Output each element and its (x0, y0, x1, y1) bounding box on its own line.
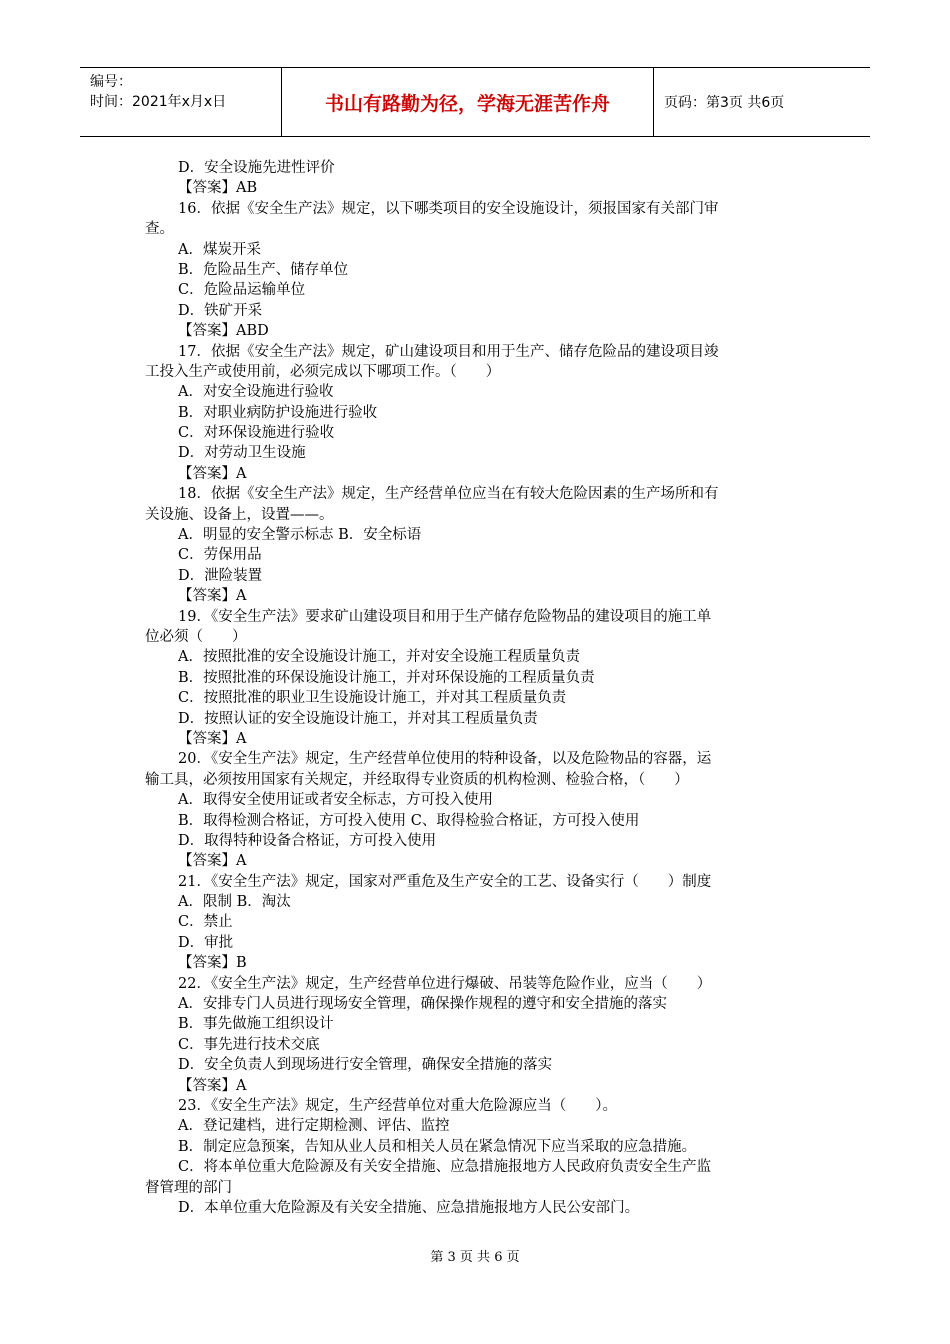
text-line: 19．《安全生产法》要求矿山建设项目和用于生产储存危险物品的建设项目的施工单 (178, 608, 712, 625)
text-line: A．限制 B．淘汰 (178, 894, 291, 911)
text-line: D．本单位重大危险源及有关安全措施、应急措施报地方人民公安部门。 (178, 1199, 640, 1216)
text-line: A．取得安全使用证或者安全标志，方可投入使用 (178, 792, 493, 809)
text-line: 督管理的部门 (145, 1179, 232, 1196)
text-line: C．将本单位重大危险源及有关安全措施、应急措施报地方人民政府负责安全生产监 (178, 1159, 712, 1176)
text-line: C．事先进行技术交底 (178, 1036, 320, 1053)
text-line: C．对环保设施进行验收 (178, 425, 335, 442)
text-line: B．对职业病防护设施进行验收 (178, 404, 378, 421)
text-line: 23．《安全生产法》规定，生产经营单位对重大危险源应当（ ）。 (178, 1097, 617, 1114)
text-line: A．明显的安全警示标志 B．安全标语 (178, 527, 422, 544)
text-line: 位必须（ ） (145, 628, 247, 645)
text-line: D．安全设施先进性评价 (178, 160, 335, 176)
text-line: D．对劳动卫生设施 (178, 445, 306, 462)
text-line: 【答案】A (178, 588, 247, 605)
text-line: D．审批 (178, 934, 234, 951)
text-line: B．按照批准的环保设施设计施工，并对环保设施的工程质量负责 (178, 669, 595, 686)
text-line: 【答案】ABD (178, 323, 269, 340)
text-line: B．事先做施工组织设计 (178, 1016, 334, 1033)
text-line: 18．依据《安全生产法》规定，生产经营单位应当在有较大危险因素的生产场所和有 (178, 486, 719, 503)
text-line: 16．依据《安全生产法》规定，以下哪类项目的安全设施设计，须报国家有关部门审 (178, 200, 719, 217)
text-line: 【答案】B (178, 955, 247, 972)
text-line: D．安全负责人到现场进行安全管理，确保安全措施的落实 (178, 1057, 553, 1074)
header-info-cell (80, 68, 282, 136)
text-line: A．按照批准的安全设施设计施工，并对安全设施工程质量负责 (178, 649, 580, 666)
text-line: 17．依据《安全生产法》规定，矿山建设项目和用于生产、储存危险品的建设项目竣 (178, 343, 719, 360)
footer-page-number: 第 3 页 共 6 页 (430, 1250, 520, 1265)
text-line: 输工具，必须按用国家有关规定，并经取得专业资质的机构检测、检验合格，（ ） (145, 771, 689, 788)
text-line: C．禁止 (178, 914, 233, 931)
text-line: D．按照认证的安全设施设计施工，并对其工程质量负责 (178, 710, 538, 727)
text-line: 21．《安全生产法》规定，国家对严重危及生产安全的工艺、设备实行（ ）制度 (178, 873, 712, 890)
text-line: 【答案】A (178, 730, 247, 747)
text-line: D．取得特种设备合格证，方可投入使用 (178, 832, 437, 849)
text-line: C．劳保用品 (178, 547, 262, 564)
text-line: 【答案】A (178, 853, 247, 870)
code-label: 编号： (90, 74, 132, 90)
text-line: A．登记建档，进行定期检测、评估、监控 (178, 1118, 450, 1135)
text-line: 【答案】AB (178, 180, 258, 197)
document-body (145, 158, 805, 1218)
text-line: 工投入生产或使用前，必须完成以下哪项工作。（ ） (145, 363, 501, 380)
text-line: D．铁矿开采 (178, 302, 263, 319)
header-motto-cell (282, 68, 654, 136)
time-label: 时间：2021年x月x日 (90, 94, 227, 110)
text-line: A．对安全设施进行验收 (178, 384, 334, 401)
text-line: 【答案】A (178, 465, 247, 482)
motto-text: 书山有路勤为径，学海无涯苦作舟 (324, 92, 610, 115)
page-header (80, 67, 870, 137)
text-line: 【答案】A (178, 1077, 247, 1094)
text-line: C．危险品运输单位 (178, 282, 306, 299)
text-line: 22．《安全生产法》规定，生产经营单位进行爆破、吊装等危险作业，应当（ ） (178, 975, 712, 992)
text-line: 查。 (145, 221, 174, 238)
page-number-label: 页码：第3页 共6页 (664, 95, 785, 111)
text-line: 关设施、设备上，设置——。 (145, 506, 334, 523)
text-line: B．取得检测合格证，方可投入使用 C、取得检验合格证，方可投入使用 (178, 812, 640, 829)
header-page-cell (654, 68, 870, 136)
text-line: C．按照批准的职业卫生设施设计施工，并对其工程质量负责 (178, 690, 567, 707)
page-footer (0, 1246, 950, 1265)
text-line: B．制定应急预案，告知从业人员和相关人员在紧急情况下应当采取的应急措施。 (178, 1138, 697, 1155)
text-line: B．危险品生产、储存单位 (178, 261, 349, 278)
text-line: D．泄险装置 (178, 567, 263, 584)
text-line: A．安排专门人员进行现场安全管理，确保操作规程的遵守和安全措施的落实 (178, 996, 667, 1013)
text-line: A．煤炭开采 (178, 241, 261, 258)
text-line: 20．《安全生产法》规定，生产经营单位使用的特种设备，以及危险物品的容器，运 (178, 751, 712, 768)
